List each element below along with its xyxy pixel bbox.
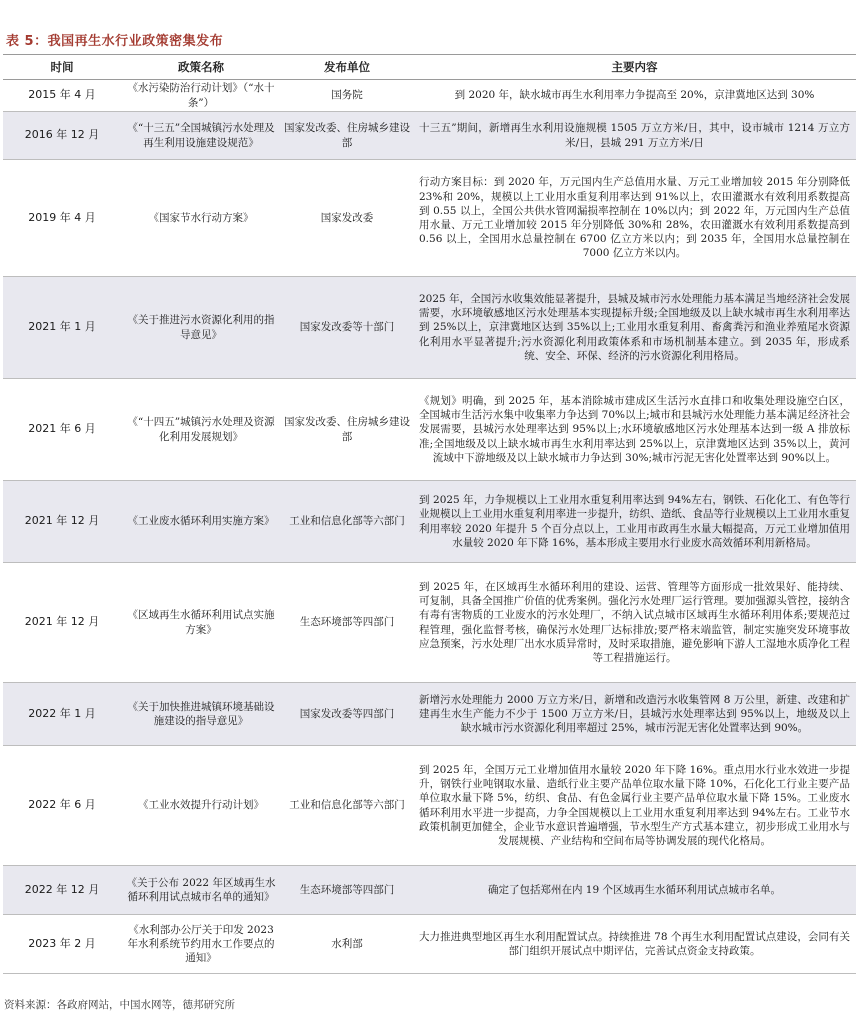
- table-row: [3, 481, 856, 563]
- cell-content: 新增污水处理能力 2000 万立方米/日，新增和改造污水收集管网 8 万公里，新建、改建和扩建再生水生产能力不少于 1500 万立方米/日，县城污水处理率达到 95%以上，地级及以上缺水城市污水资源化利用率超过 25%，城市污泥无害化处置率达到 90%。: [413, 683, 856, 746]
- cell-content: 到 2020 年，缺水城市再生水利用率力争提高至 20%，京津冀地区达到 30%: [413, 80, 856, 112]
- cell-policy-name: 《水利部办公厅关于印发 2023 年水利系统节约用水工作要点的通知》: [121, 915, 281, 974]
- cell-unit: 国家发改委、住房城乡建设部: [281, 112, 413, 160]
- cell-time: 2023 年 2 月: [3, 915, 121, 974]
- cell-time: 2022 年 6 月: [3, 746, 121, 866]
- cell-policy-name: 《区域再生水循环利用试点实施方案》: [121, 563, 281, 683]
- cell-policy-name: 《“十三五”全国城镇污水处理及再生利用设施建设规范》: [121, 112, 281, 160]
- header-content: 主要内容: [413, 55, 856, 80]
- cell-unit: 工业和信息化部等六部门: [281, 746, 413, 866]
- cell-time: 2021 年 6 月: [3, 379, 121, 481]
- cell-unit: 国家发改委、住房城乡建设部: [281, 379, 413, 481]
- table-row: [3, 746, 856, 866]
- cell-time: 2016 年 12 月: [3, 112, 121, 160]
- cell-content: 确定了包括郑州在内 19 个区域再生水循环利用试点城市名单。: [413, 866, 856, 915]
- cell-content: 2025 年，全国污水收集效能显著提升，县城及城市污水处理能力基本满足当地经济社会发展需要，水环境敏感地区污水处理基本实现提标升级;全国地级及以上缺水城市再生水利用率达到 25%以上，京津冀地区达到 35%以上;工业用水重复利用、畜禽粪污和渔业养殖尾水资源化利用水平显著提升;污水资源化利用政策体系和市场机制基本建立。到 2035 年，形成系统、安全、环保、经济的污水资源化利用格局。: [413, 277, 856, 379]
- table-row: [3, 112, 856, 160]
- cell-time: 2022 年 12 月: [3, 866, 121, 915]
- cell-unit: 水利部: [281, 915, 413, 974]
- table-row: [3, 80, 856, 112]
- header-unit: 发布单位: [281, 55, 413, 80]
- policy-table: [3, 54, 856, 974]
- cell-policy-name: 《工业废水循环利用实施方案》: [121, 481, 281, 563]
- table-row: [3, 683, 856, 746]
- table-row: [3, 277, 856, 379]
- table-caption: 表 5：我国再生水行业政策密集发布: [6, 34, 224, 49]
- cell-policy-name: 《国家节水行动方案》: [121, 160, 281, 277]
- cell-unit: 生态环境部等四部门: [281, 563, 413, 683]
- cell-content: 到 2025 年，力争规模以上工业用水重复利用率达到 94%左右，钢铁、石化化工、有色等行业规模以上工业用水重复利用率进一步提升，纺织、造纸、食品等行业规模以上工业用水重复利用率较 2020 年提升 5 个百分点以上，工业用市政再生水量大幅提高，万元工业增加值用水量较 2020 年下降 16%，基本形成主要用水行业废水高效循环利用新格局。: [413, 481, 856, 563]
- cell-policy-name: 《工业水效提升行动计划》: [121, 746, 281, 866]
- table-row: [3, 563, 856, 683]
- cell-policy-name: 《关于加快推进城镇环境基础设施建设的指导意见》: [121, 683, 281, 746]
- cell-unit: 国家发改委等十部门: [281, 277, 413, 379]
- cell-unit: 工业和信息化部等六部门: [281, 481, 413, 563]
- cell-time: 2019 年 4 月: [3, 160, 121, 277]
- table-row: [3, 866, 856, 915]
- cell-content: 《规划》明确，到 2025 年，基本消除城市建成区生活污水直排口和收集处理设施空白区，全国城市生活污水集中收集率力争达到 70%以上;城市和县城污水处理能力基本满足经济社会发展需要，县城污水处理率达到 95%以上;水环境敏感地区污水处理基本达到一级 A 排放标准;全国地级及以上缺水城市再生水利用率达到 25%以上，京津冀地区达到 35%以上，黄河流域中下游地级及以上缺水城市力争达到 30%;城市污泥无害化处置率达到 90%以上。: [413, 379, 856, 481]
- cell-unit: 生态环境部等四部门: [281, 866, 413, 915]
- cell-content: 到 2025 年，在区域再生水循环利用的建设、运营、管理等方面形成一批效果好、能持续、可复制，具备全国推广价值的优秀案例。强化污水处理厂运行管理。要加强源头管控，接纳含有毒有害物质的工业废水的污水处理厂，不纳入试点城市区域再生水循环利用体系;要规范过程管理，强化监督考核，确保污水处理厂达标排放;要严格末端监管，制定实施突发环境事故应急预案，污水处理厂出水水质异常时，及时采取措施，避免影响下游人工湿地水质净化工程等工程措施运行。: [413, 563, 856, 683]
- cell-unit: 国家发改委等四部门: [281, 683, 413, 746]
- cell-content: 大力推进典型地区再生水利用配置试点。持续推进 78 个再生水利用配置试点建设，会同有关部门组织开展试点中期评估，完善试点资金支持政策。: [413, 915, 856, 974]
- cell-policy-name: 《“十四五”城镇污水处理及资源化利用发展规划》: [121, 379, 281, 481]
- table-row: [3, 379, 856, 481]
- cell-time: 2022 年 1 月: [3, 683, 121, 746]
- table-header-row: [3, 55, 856, 80]
- cell-content: 行动方案目标：到 2020 年，万元国内生产总值用水量、万元工业增加较 2015 年分别降低 23%和 20%，规模以上工业用水重复利用率达到 91%以上，农田灌溉水有效利用系数提高到 0.55 以上，全国公共供水管网漏损率控制在 10%以内；到 2022 年，万元国内生产总值用水量、万元工业增加较 2015 年分别降低 30%和 28%，农田灌溉水有效利用系数提高到 0.56 以上，全国用水总量控制在 6700 亿立方米以内；到 2035 年，全国用水总量控制在 7000 亿立方米以内。: [413, 160, 856, 277]
- cell-content: 到 2025 年，全国万元工业增加值用水量较 2020 年下降 16%。重点用水行业水效进一步提升，钢铁行业吨钢取水量、造纸行业主要产品单位取水量下降 10%，石化化工行业主要产品单位取水量下降 5%，纺织、食品、有色金属行业主要产品单位取水量下降 15%。工业废水循环利用水平进一步提高，力争全国规模以上工业用水重复利用率达到 94%左右。工业节水政策机制更加健全，企业节水意识普遍增强，节水型生产方式基本建立，初步形成工业用水与发展规模、产业结构和空间布局等协调发展的现代化格局。: [413, 746, 856, 866]
- header-time: 时间: [3, 55, 121, 80]
- cell-time: 2021 年 12 月: [3, 481, 121, 563]
- cell-policy-name: 《关于公布 2022 年区域再生水循环利用试点城市名单的通知》: [121, 866, 281, 915]
- cell-content: 十三五”期间，新增再生水利用设施规模 1505 万立方米/日，其中，设市城市 1214 万立方米/日，县城 291 万立方米/日: [413, 112, 856, 160]
- cell-time: 2021 年 12 月: [3, 563, 121, 683]
- cell-unit: 国家发改委: [281, 160, 413, 277]
- table-row: [3, 915, 856, 974]
- source-note: 资料来源：各政府网站，中国水网等，德邦研究所: [4, 999, 235, 1011]
- header-name: 政策名称: [121, 55, 281, 80]
- cell-time: 2015 年 4 月: [3, 80, 121, 112]
- cell-time: 2021 年 1 月: [3, 277, 121, 379]
- table-row: [3, 160, 856, 277]
- cell-unit: 国务院: [281, 80, 413, 112]
- cell-policy-name: 《关于推进污水资源化利用的指导意见》: [121, 277, 281, 379]
- cell-policy-name: 《水污染防治行动计划》（“水十条”）: [121, 80, 281, 112]
